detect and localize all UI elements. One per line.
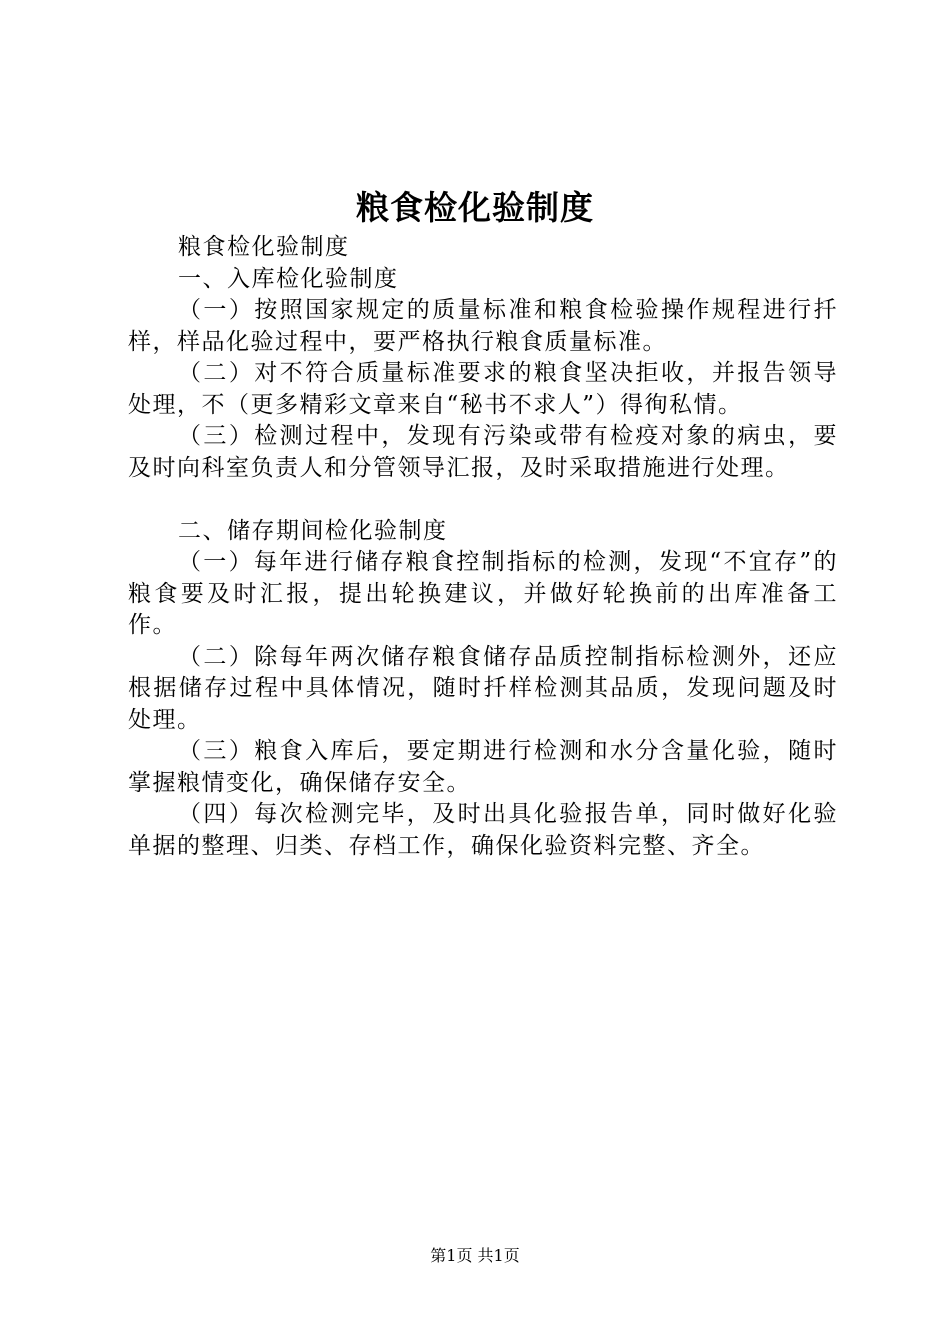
- document-title: 粮食检化验制度: [356, 188, 594, 227]
- page-footer: 第1页 共1页: [430, 1246, 520, 1265]
- section-1-heading: 一、入库检化验制度: [178, 265, 399, 292]
- section-1-item-1: （一）按照国家规定的质量标准和粮食检验操作规程进行扦样，样品化验过程中，要严格执行粮食质量标准。: [128, 297, 838, 355]
- section-2-item-1: （一）每年进行储存粮食控制指标的检测，发现“不宜存”的粮食要及时汇报，提出轮换建议，并做好轮换前的出库准备工作。: [128, 549, 838, 638]
- document-subtitle: 粮食检化验制度: [178, 234, 350, 260]
- section-1-item-3: （三）检测过程中，发现有污染或带有检疫对象的病虫，要及时向科室负责人和分管领导汇报，及时采取措施进行处理。: [128, 423, 838, 481]
- section-1-item-2: （二）对不符合质量标准要求的粮食坚决拒收，并报告领导处理，不（更多精彩文章来自“秘书不求人”）得徇私情。: [128, 360, 838, 418]
- section-2-item-3: （三）粮食入库后，要定期进行检测和水分含量化验，随时掌握粮情变化，确保储存安全。: [128, 738, 838, 796]
- document-body: [128, 232, 838, 862]
- section-2-item-2: （二）除每年两次储存粮食储存品质控制指标检测外，还应根据储存过程中具体情况，随时扦样检测其品质，发现问题及时处理。: [128, 643, 838, 733]
- section-2-item-4: （四）每次检测完毕，及时出具化验报告单，同时做好化验单据的整理、归类、存档工作，确保化验资料完整、齐全。: [128, 801, 838, 859]
- section-2-heading: 二、储存期间检化验制度: [178, 517, 448, 544]
- paragraph-spacer: [128, 484, 838, 516]
